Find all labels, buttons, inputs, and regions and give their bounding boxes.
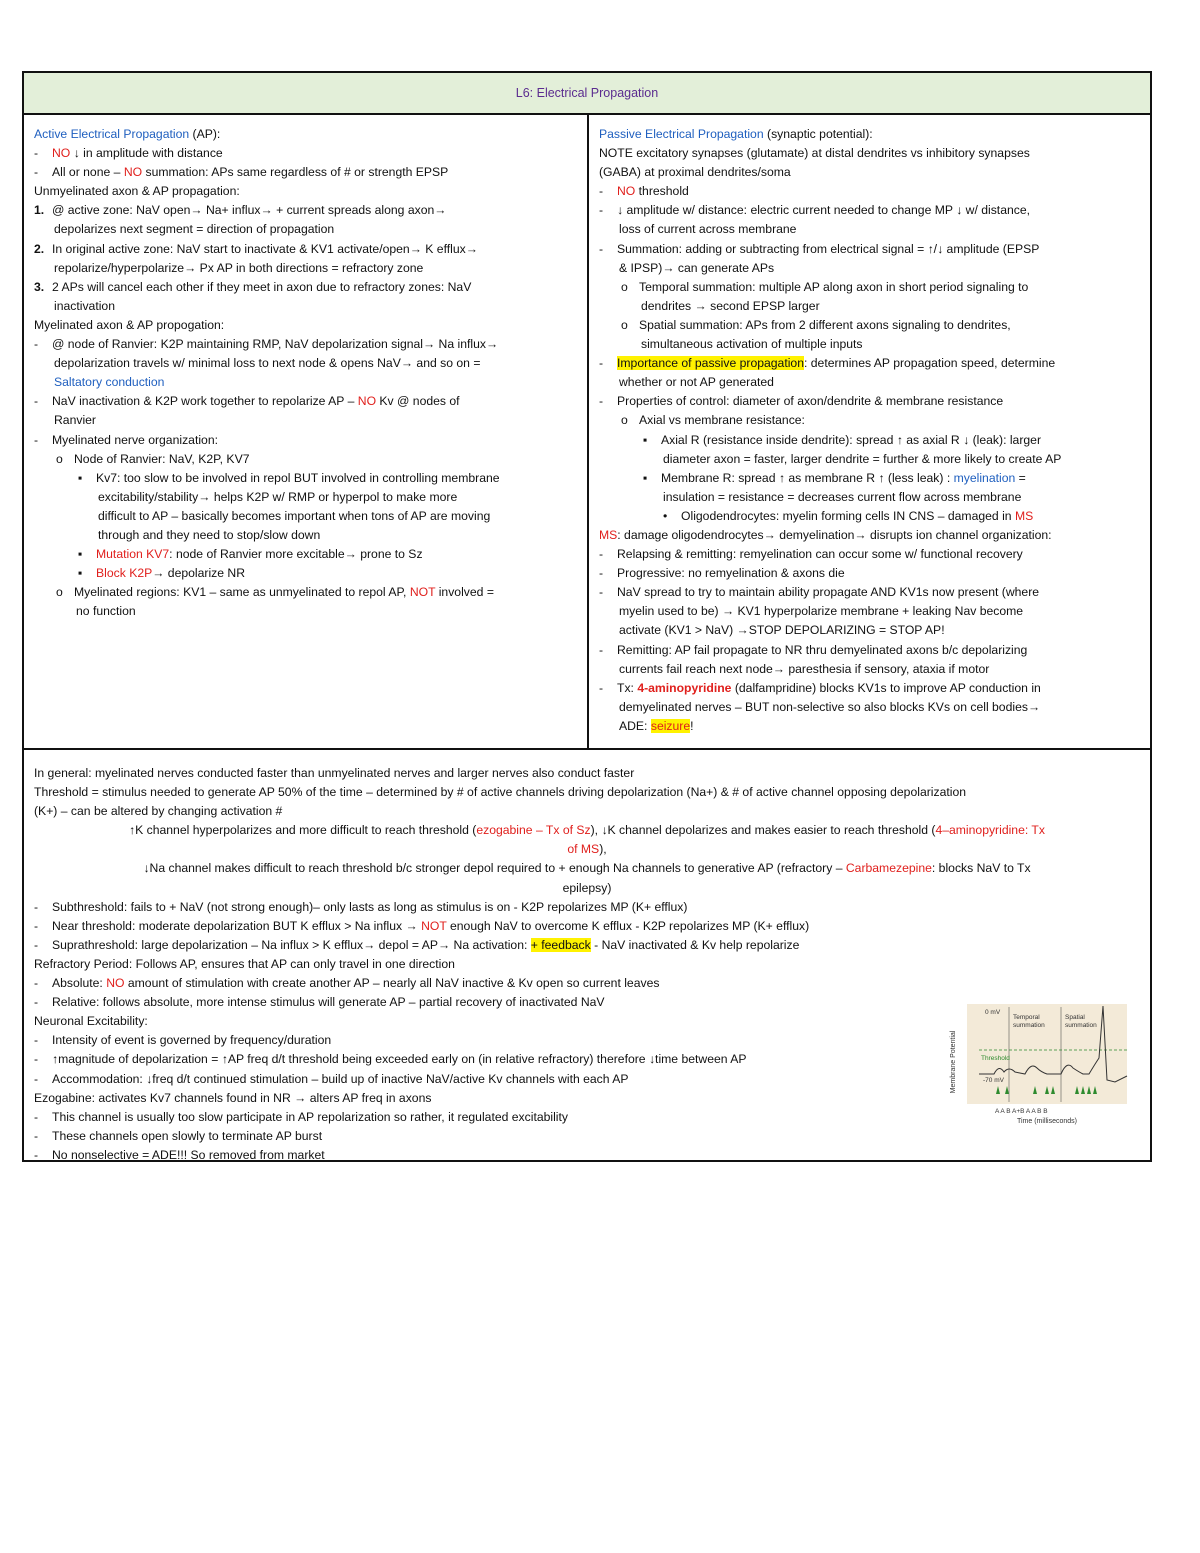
highlight-passive-importance: Importance of passive propagation <box>617 356 804 371</box>
figure-temporal-label-2: summation <box>1013 1022 1045 1029</box>
figure-bottom-label: -70 mV <box>983 1077 1004 1084</box>
passive-heading: Passive Electrical Propagation <box>599 127 764 141</box>
general-notes-section: In general: myelinated nerves conducted faster than unmyelinated nerves and larger nerves also conduct faster Threshold = stimulus needed to generate AP 50% of the time – determined by # of active channels driving depolarization (Na+) & # of active channel opposing depolarization (K+) – can be altered by changing activation # ↑K channel hyperpolarizes and more difficult to reach threshold (ezogabine – Tx of Sz), ↓K channel depolarizes and makes easier to reach threshold (4–aminopyridine: Tx of MS), ↓Na channel makes difficult to reach threshold b/c stronger depol required to + enough Na channels to generative AP (refractory – Carbamezepine: blocks NaV to Tx epilepsy) - Subthreshold: fails to + NaV (not strong enough)– only lasts as long as stimulus is on - K2P repolarizes MP (K+ efflux) - Near threshold: moderate depolarization BUT K efflux > Na influx → NOT enough NaV to overcome K efflux - K2P repolarizes MP (K+ efflux) - Suprathreshold: large depolarization – Na influx > K efflux→ depol = AP→ Na activation: + feedback - NaV inactivated & Kv help repolarize Refractory Period: Follows AP, ensures that AP can only travel in one direction - Absolute: NO amount of stimulation with create another AP – nearly all NaV inactive & Kv open so current leaves - Relative: follows absolute, more intense stimulus will generate AP – partial recovery of inactivated NaV Neuronal Excitability: - Intensity of event is governed by frequency/duration - ↑magnitude of depolarization = ↑AP freq d/t threshold being exceeded early on (in relative refractory) therefore ↓time between AP - Accommodation: ↓freq d/t continued stimulation – build up of inactive NaV/active Kv channels with each AP Ezogabine: activates Kv7 channels found in NR → alters AP freq in axons - This channel is usually too slow participate in AP repolarization so rather, it regulated excitability - These channels open slowly to terminate AP burst - No nonselective = ADE!!! So removed from market Membrane Potential 0 mV -70 mV Temporal summation Spatial summation Threshold A A B A+B A A B B Time (milliseconds) <box>24 750 1150 1160</box>
figure-threshold-label: Threshold <box>981 1055 1010 1062</box>
notes-sheet <box>22 71 1152 1162</box>
unmyelinated-heading: Unmyelinated axon & AP propagation: <box>34 184 240 199</box>
active-propagation-column: Active Electrical Propagation (AP): - NO ↓ in amplitude with distance - All or none – NO summation: APs same regardless of # or strength EPSP Unmyelinated axon & AP propagation: 1. @ active zone: NaV open→ Na+ influx→ + current spreads along axon→ depolarizes next segment = direction of propagation 2. In original active zone: NaV start to inactivate & KV1 activate/open→ K efflux→ repolarize/hyperpolarize→ Px AP in both directions = refractory zone 3. 2 APs will cancel each other if they meet in axon due to refractory zones: NaV inactivation Myelinated axon & AP propogation: - @ node of Ranvier: K2P maintaining RMP, NaV depolarization signal→ Na influx→ depolarization travels w/ minimal loss to next node & opens NaV→ and so on = Saltatory conduction - NaV inactivation & K2P work together to repolarize AP – NO Kv @ nodes of Ranvier - Myelinated nerve organization: o Node of Ranvier: NaV, K2P, KV7 ▪ Kv7: too slow to be involved in repol BUT involved in controlling membrane excitability/stability→ helps K2P w/ RMP or hyperpol to make more difficult to AP – basically becomes important when tons of AP are moving through and they need to stop/slow down ▪ Mutation KV7: node of Ranvier more excitable→ prone to Sz ▪ Block K2P→ depolarize NR o Myelinated regions: KV1 – same as unmyelinated to repol AP, NOT involved = no function <box>24 115 589 748</box>
highlight-feedback: + feedback <box>530 937 591 952</box>
passive-propagation-column: Passive Electrical Propagation (synaptic potential): NOTE excitatory synapses (glutamate) at distal dendrites vs inhibitory synapses (GABA) at proximal dendrites/soma - NO threshold - ↓ amplitude w/ distance: electric current needed to change MP ↓ w/ distance, loss of current across membrane - Summation: adding or subtracting from electrical signal = ↑/↓ amplitude (EPSP & IPSP)→ can generate APs o Temporal summation: multiple AP along axon in short period signaling to dendrites → second EPSP larger o Spatial summation: APs from 2 different axons signaling to dendrites, simultaneous activation of multiple inputs - Importance of passive propagation: determines AP propagation speed, determine whether or not AP generated - Properties of control: diameter of axon/dendrite & membrane resistance o Axial vs membrane resistance: ▪ Axial R (resistance inside dendrite): spread ↑ as axial R ↓ (leak): larger diameter axon = faster, larger dendrite = further & more likely to create AP ▪ Membrane R: spread ↑ as membrane R ↑ (less leak) : myelination = insulation = resistance = decreases current flow across membrane • Oligodendrocytes: myelin forming cells IN CNS – damaged in MS MS: damage oligodendrocytes→ demyelination→ disrupts ion channel organization: - Relapsing & remitting: remyelination can occur some w/ functional recovery - Progressive: no remyelination & axons die - NaV spread to try to maintain ability propagate AND KV1s now present (where myelin used to be) → KV1 hyperpolarize membrane + leaking Nav become activate (KV1 > NaV) →STOP DEPOLARIZING = STOP AP! - Remitting: AP fail propagate to NR thru demyelinated axons b/c depolarizing currents fail reach next node→ paresthesia if sensory, ataxia if motor - Tx: 4-aminopyridine (dalfampridine) blocks KV1s to improve AP conduction in demyelinated nerves – BUT non-selective so also blocks KVs on cell bodies→ ADE: seizure! <box>599 127 1062 733</box>
highlight-seizure: seizure <box>650 718 691 733</box>
figure-temporal-label: Temporal <box>1013 1014 1040 1021</box>
figure-ylabel: Membrane Potential <box>950 1030 957 1094</box>
figure-spatial-label: Spatial <box>1065 1014 1085 1021</box>
figure-spatial-label-2: summation <box>1065 1022 1097 1029</box>
figure-stimulus-labels: A A B A+B A A B B <box>995 1108 1048 1115</box>
figure-xlabel: Time (milliseconds) <box>1016 1118 1078 1125</box>
saltatory-conduction: Saltatory conduction <box>54 375 165 390</box>
active-heading: Active Electrical Propagation <box>34 127 190 141</box>
page-title: L6: Electrical Propagation <box>24 73 1150 115</box>
summation-figure <box>949 1002 1129 1127</box>
myelinated-heading: Myelinated axon & AP propogation: <box>34 317 225 332</box>
figure-top-label: 0 mV <box>985 1009 1001 1016</box>
